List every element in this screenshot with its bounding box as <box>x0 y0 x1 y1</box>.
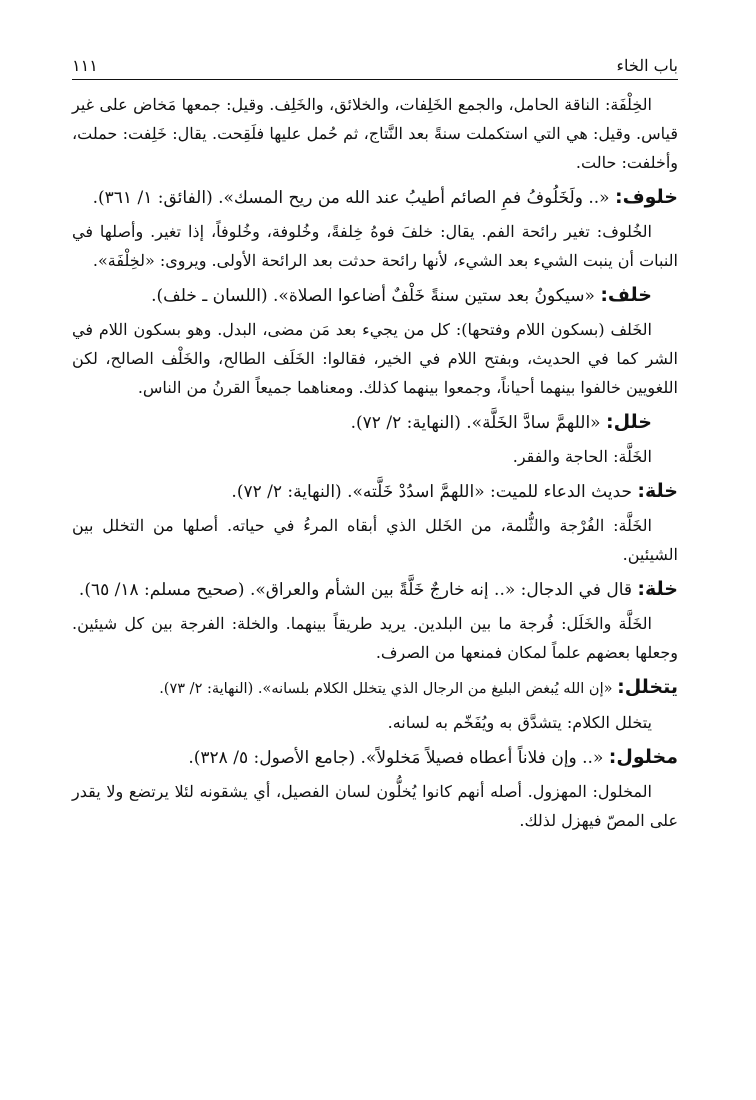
entry-khalla-2 <box>72 575 678 667</box>
page-header <box>72 56 678 80</box>
entry-khalf <box>72 281 678 402</box>
entry-keyword: خلوف: <box>614 186 678 208</box>
definition-paragraph: الخَلَّة: الحاجة والفقر. <box>512 447 652 466</box>
entry-keyword: خلة: <box>637 578 678 600</box>
hadith-text: «.. وإن فلاناً أعطاه فصيلاً مَخلولاً». (جامع الأصول: ٥/ ٣٢٨). <box>188 748 609 768</box>
hadith-text: قال في الدجال: «.. إنه خارجٌ خَلَّةً بين الشأم والعراق». (صحيح مسلم: ١٨/ ٦٥). <box>78 580 638 600</box>
definition-paragraph: يتخلل الكلام: يتشدَّق به ويُفَخّم به لسانه. <box>387 713 652 732</box>
entry-khalla-1 <box>72 477 678 569</box>
hadith-line <box>72 183 678 213</box>
chapter-title: باب الخاء <box>616 56 678 75</box>
entry-keyword: خلة: <box>637 480 678 502</box>
entry-makhlul <box>72 743 678 835</box>
hadith-line <box>72 408 678 438</box>
hadith-line <box>72 743 678 773</box>
entry-keyword: مخلول: <box>608 746 678 768</box>
entry-0 <box>72 90 678 177</box>
page-number: ١١١ <box>72 56 98 75</box>
definition-paragraph: الخِلْفَة: الناقة الحامل، والجمع الخَلِفات، والخلائق، والخَلِف. وقيل: جمعها مَخاض على غير قياس. وقيل: هي التي استكملت سنةً بعد النَّتاج، ثم حُمل عليها فلَقِحت. يقال: خَلِفت: حملت، وأخلفت: حالت. <box>72 95 679 172</box>
hadith-line <box>72 673 678 704</box>
hadith-text: «إن الله يُبغض البليغ من الرجال الذي يتخلل الكلام بلسانه». (النهاية: ٢/ ٧٣). <box>159 681 618 697</box>
definition-paragraph: الخَلَّة: الفُرْجة والثُّلمة، من الخَلل الذي أبقاه المرءُ في حياته. أصلها من التخلل بين الشيئين. <box>72 516 678 564</box>
hadith-line <box>72 477 678 507</box>
entry-khalal <box>72 408 678 471</box>
entry-keyword: خلف: <box>600 284 652 306</box>
hadith-text: «سيكونُ بعد ستين سنةً خَلْفٌ أضاعوا الصلاة». (اللسان ـ خلف). <box>151 286 601 306</box>
entry-keyword: يتخلل: <box>617 676 678 698</box>
definition-paragraph: الخَلف (بسكون اللام وفتحها): كل من يجيء بعد مَن مضى، البدل. وهو بسكون اللام في الشر كما في الحديث، وبفتح اللام في الخير، فقالوا: الخَلَف الطالح، والخَلْف الصالح، لكن اللغويين خالفوا بينهما أحياناً، وجمعوا بينهما كذلك. ومعناهما جميعاً القرنُ من الناس. <box>72 320 678 397</box>
hadith-text: حديث الدعاء للميت: «اللهمَّ اسدُدْ خَلَّته». (النهاية: ٢/ ٧٢). <box>231 482 638 502</box>
entry-keyword: خلل: <box>605 411 652 433</box>
hadith-text: «.. ولَخَلُوفُ فمِ الصائم أطيبُ عند الله من ريح المسك». (الفائق: ١/ ٣٦١). <box>92 188 615 208</box>
entry-yatakhallal <box>72 673 678 737</box>
hadith-line <box>72 575 678 605</box>
hadith-text: «اللهمَّ سادَّ الخَلَّة». (النهاية: ٢/ ٧٢). <box>350 413 606 433</box>
hadith-line <box>72 281 678 311</box>
entry-khuluf <box>72 183 678 275</box>
definition-paragraph: المخلول: المهزول. أصله أنهم كانوا يُخلُّون لسان الفصيل، أي يشقونه لئلا يرتضع ولا يقدر على المصّ فيهزل لذلك. <box>72 782 678 830</box>
definition-paragraph: الخُلوف: تغير رائحة الفم. يقال: خلفَ فوهُ خِلفةً، وخُلوفة، وخُلوفاً، إذا تغير. وأصلها في النبات أن ينبت الشيء بعد الشيء، لأنها رائحة حدثت بعد الرائحة الأولى. ويروى: «لخِلْفَة». <box>72 222 678 270</box>
definition-paragraph: الخَلَّة والخَلَل: فُرجة ما بين البلدين. يريد طريقاً بينهما. والخلة: الفرجة بين كل شيئين. وجعلها بعضهم علماً لمكان فمنعها من الصرف. <box>72 614 678 662</box>
